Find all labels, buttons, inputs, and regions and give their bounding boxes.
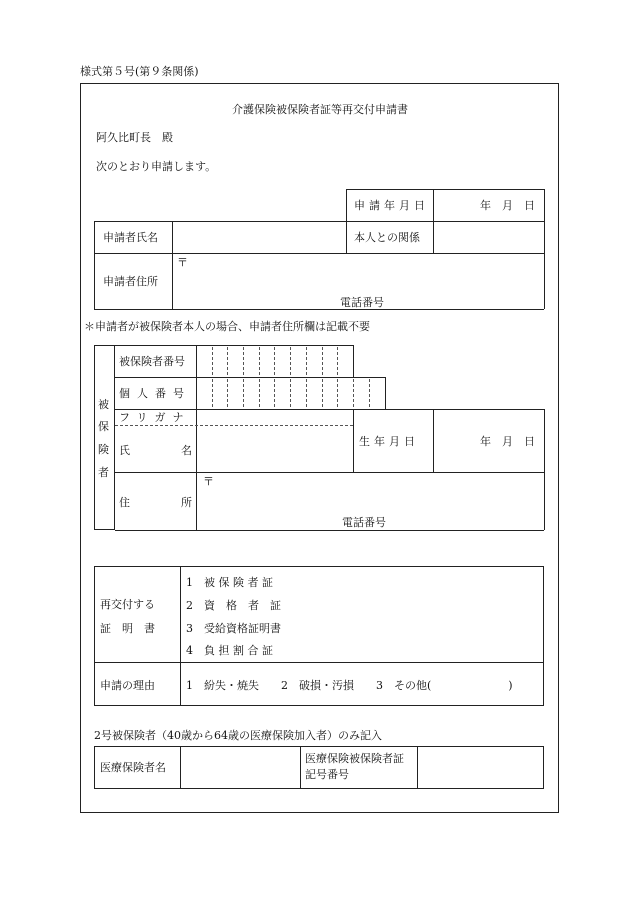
insured-postal-mark: 〒 bbox=[203, 475, 214, 488]
reissue-label-line2: 証 明 書 bbox=[100, 622, 155, 635]
birth-date-label: 生年月日 bbox=[359, 435, 419, 448]
form-title: 介護保険被保険者証等再交付申請書 bbox=[232, 103, 408, 116]
card-label-line2: 記号番号 bbox=[305, 768, 349, 781]
furigana-label: フリガナ bbox=[119, 411, 191, 424]
note-text: ＊申請者が被保険者本人の場合、申請者住所欄は記載不要 bbox=[84, 320, 370, 333]
insured-phone-label: 電話番号 bbox=[342, 516, 386, 529]
applicant-name-field[interactable] bbox=[173, 222, 345, 252]
insured-number-label: 被保険者番号 bbox=[119, 355, 185, 368]
insured-address-label-1: 住 bbox=[119, 496, 130, 509]
application-date-value[interactable]: 年 月 日 bbox=[480, 199, 535, 212]
insured-name-label-1: 氏 bbox=[119, 444, 130, 457]
insured-name-field[interactable] bbox=[197, 426, 352, 471]
applicant-phone-label: 電話番号 bbox=[340, 296, 384, 309]
insurer-name-label: 医療保険者名 bbox=[100, 761, 166, 774]
insured-side-4: 者 bbox=[98, 466, 109, 479]
type2-heading: 2号被保険者（40歳から64歳の医療保険加入者）のみ記入 bbox=[94, 729, 382, 742]
insured-name-label-2: 名 bbox=[181, 444, 192, 457]
relation-label: 本人との関係 bbox=[354, 231, 420, 244]
reissue-option-1[interactable]: 1 被 保 険 者 証 bbox=[186, 576, 273, 589]
reissue-option-2[interactable]: 2 資 格 者 証 bbox=[186, 599, 281, 612]
intro-text: 次のとおり申請します。 bbox=[96, 160, 217, 173]
card-label-line1: 医療保険被保険者証 bbox=[305, 752, 404, 765]
reason-label: 申請の理由 bbox=[100, 679, 155, 692]
furigana-field[interactable] bbox=[197, 410, 352, 424]
reissue-option-4[interactable]: 4 負 担 割 合 証 bbox=[186, 644, 273, 657]
applicant-name-label: 申請者氏名 bbox=[103, 231, 158, 244]
reason-options[interactable]: 1 紛失・焼失 2 破損・汚損 3 その他( ) bbox=[186, 679, 513, 692]
birth-date-value[interactable]: 年 月 日 bbox=[480, 435, 535, 448]
insured-address-label-2: 所 bbox=[181, 496, 192, 509]
addressee: 阿久比町長 殿 bbox=[96, 131, 173, 144]
form-number: 様式第５号(第９条関係) bbox=[80, 65, 199, 78]
reissue-label-line1: 再交付する bbox=[100, 598, 155, 611]
insured-side-1: 被 bbox=[98, 398, 109, 411]
relation-field[interactable] bbox=[434, 222, 543, 252]
personal-number-label: 個人番号 bbox=[119, 387, 191, 400]
insured-side-3: 険 bbox=[98, 443, 109, 456]
applicant-address-label: 申請者住所 bbox=[103, 275, 158, 288]
applicant-postal-mark: 〒 bbox=[177, 256, 188, 269]
application-date-label: 申請年月日 bbox=[354, 199, 429, 212]
reissue-option-3[interactable]: 3 受給資格証明書 bbox=[186, 622, 281, 635]
insured-side-2: 保 bbox=[98, 420, 109, 433]
card-number-field[interactable] bbox=[418, 747, 543, 788]
insured-side-cell bbox=[94, 345, 115, 530]
insurer-name-field[interactable] bbox=[181, 747, 299, 788]
